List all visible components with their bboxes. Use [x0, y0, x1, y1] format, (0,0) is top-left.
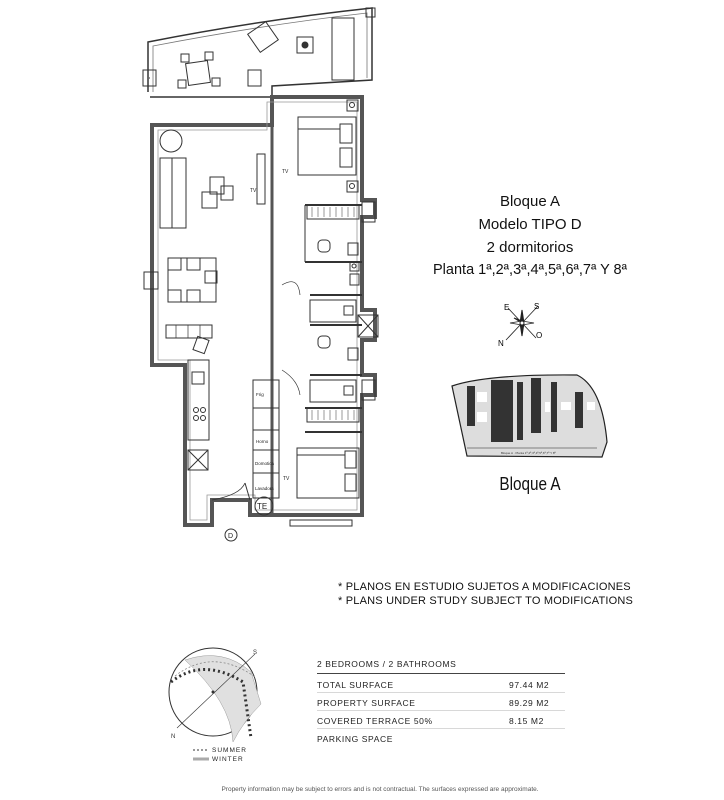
row-value: 8.15 M2	[509, 716, 544, 726]
tv-label-bed1: TV	[282, 169, 289, 175]
wardrobe-2	[307, 408, 359, 422]
bathroom-1-wc	[318, 240, 330, 252]
row-label: PROPERTY SURFACE	[317, 698, 416, 708]
appliance-label-4: Lavadora	[255, 486, 274, 491]
tv-label-living: TV	[250, 188, 257, 194]
dining-set	[168, 258, 217, 302]
tv-unit-living	[257, 154, 265, 204]
coffee-tables	[202, 177, 233, 208]
disclaimer: Property information may be subject to errors and is not contractual. The surfaces expressed are approximate.	[221, 786, 539, 793]
tv-label-bed2: TV	[283, 476, 290, 482]
row-value: 89.29 M2	[509, 698, 550, 708]
appliance-label-3: Domotica	[255, 461, 275, 466]
entrance-mark: D	[228, 533, 234, 540]
terrace-lounge-chair	[248, 22, 279, 53]
season-legend	[212, 746, 247, 764]
surface-table	[317, 659, 565, 751]
keyplan-caption: Bloque A	[499, 474, 561, 494]
notes	[338, 580, 633, 608]
kitchen-island	[166, 325, 212, 338]
table-row	[317, 716, 565, 729]
compass-o: O	[536, 331, 543, 340]
floor-list: Planta 1ª,2ª,3ª,4ª,5ª,6ª,7ª Y 8ª	[433, 262, 627, 278]
table-row	[317, 680, 565, 693]
compass-e: E	[504, 303, 510, 312]
title-block	[395, 190, 665, 282]
row-value	[509, 734, 565, 744]
row-label: TOTAL SURFACE	[317, 680, 394, 690]
key-plan	[447, 372, 611, 460]
compass-rose-icon	[492, 296, 552, 351]
appliance-label-1: Frig	[256, 392, 264, 397]
sofa	[160, 158, 186, 228]
bed-master	[298, 117, 356, 175]
table-row	[317, 734, 565, 746]
keyplan-small-caption: Bloque A · Planta 1ª,2ª,3ª,4ª,5ª,6ª,7ª Y 8ª	[501, 451, 556, 455]
sun-north-south-s: S	[253, 650, 258, 656]
row-label: PARKING SPACE	[317, 734, 393, 744]
wardrobe-1	[307, 205, 359, 219]
compass-s: S	[534, 302, 540, 311]
surface-table-header: 2 BEDROOMS / 2 BATHROOMS	[317, 659, 565, 674]
row-value: 97.44 M2	[509, 680, 550, 690]
entrance-door	[212, 483, 245, 500]
model-name: Modelo TIPO D	[478, 216, 582, 233]
winter-label: WINTER	[212, 756, 244, 763]
terrace-sofa	[332, 18, 354, 80]
note-spanish: * PLANOS EN ESTUDIO SUJETOS A MODIFICACIONES	[338, 581, 631, 593]
summer-label: SUMMER	[212, 747, 247, 754]
note-english: * PLANS UNDER STUDY SUBJECT TO MODIFICATIONS	[338, 595, 634, 607]
block-name: Bloque A	[499, 193, 561, 210]
sun-north-south-n: N	[171, 734, 176, 740]
table-row	[317, 698, 565, 711]
bed-second	[297, 448, 359, 498]
appliance-label-2: Horno	[256, 439, 269, 444]
terrace-dining-set	[178, 52, 220, 88]
row-label: COVERED TERRACE 50%	[317, 716, 433, 726]
te-label: TE	[257, 502, 268, 511]
compass-n: N	[498, 339, 504, 348]
bedroom-count: 2 dormitorios	[486, 239, 574, 256]
bathroom-2-wc	[318, 336, 330, 348]
sun-orientation-diagram	[163, 642, 273, 762]
